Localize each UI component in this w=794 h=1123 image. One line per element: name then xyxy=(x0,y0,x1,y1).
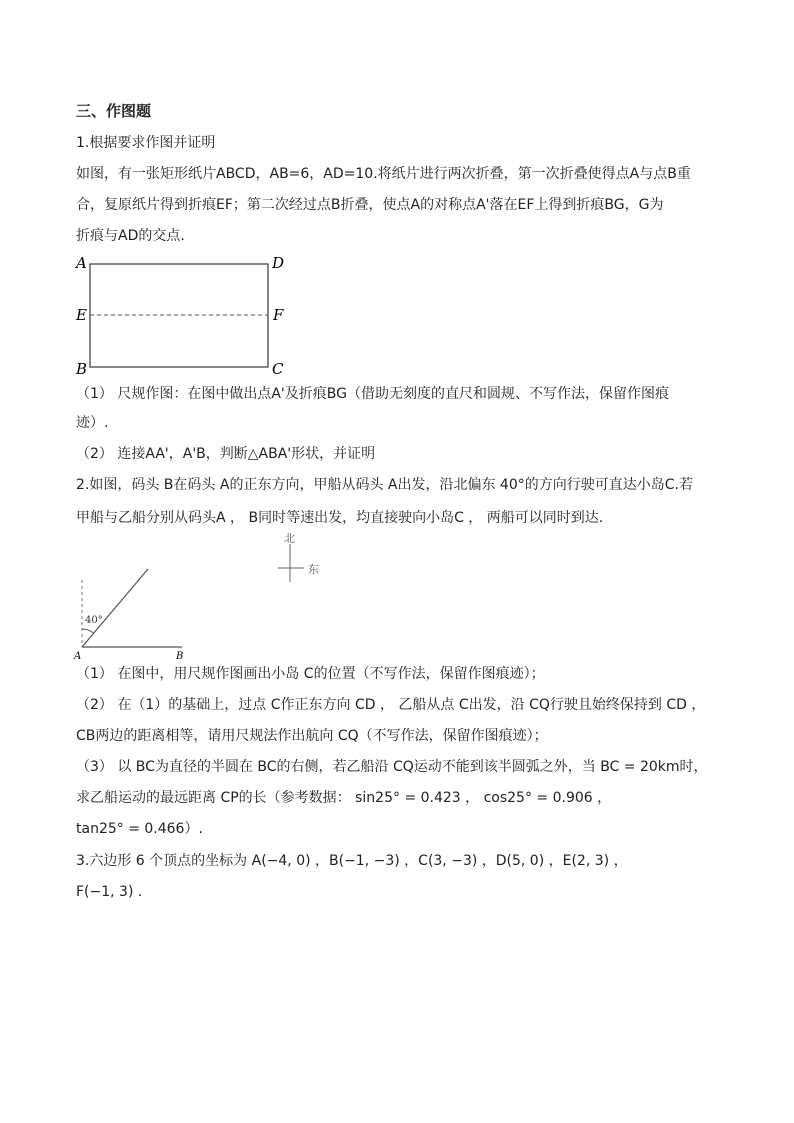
q1-part1-line1: （1） 尺规作图：在图中做出点A'及折痕BG（借助无刻度的直尺和圆规、不写作法，保留作图痕 xyxy=(76,386,669,402)
q2-text-line1: 2.如图，码头 B在码头 A的正东方向，甲船从码头 A出发，沿北偏东 40°的方向行驶可直达小岛C.若 xyxy=(76,477,693,493)
label-c: C xyxy=(272,360,284,378)
label-a: A xyxy=(76,254,87,272)
rectangle-abcd xyxy=(90,264,268,367)
angle-label: 40° xyxy=(85,615,103,626)
q2-part2-line1: （2） 在（1）的基础上，过点 C作正东方向 CD ， 乙船从点 C出发，沿 CQ行驶且始终保持到 CD ， xyxy=(76,697,706,713)
compass-east-label: 东 xyxy=(308,563,319,576)
q1-text-line2: 合，复原纸片得到折痕EF；第二次经过点B折叠，使点A的对称点A'落在EF上得到折痕BG，G为 xyxy=(76,197,664,213)
q2-part3-line3: tan25° = 0.466）. xyxy=(76,821,203,837)
q3-text-line2: F(−1, 3) . xyxy=(76,884,143,900)
q2-part3-line2: 求乙船运动的最远距离 CP的长（参考数据： sin25° = 0.423 ， cos25° = 0.906 ， xyxy=(76,790,612,806)
angle-arc xyxy=(82,629,94,633)
q1-part2: （2） 连接AA'，A'B，判断△ABA'形状，并证明 xyxy=(76,446,376,462)
rectangle-figure xyxy=(70,250,300,380)
compass-figure xyxy=(268,530,338,590)
q1-text-line1: 如图，有一张矩形纸片ABCD，AB=6，AD=10.将纸片进行两次折叠，第一次折叠使得点A与点B重 xyxy=(76,166,691,182)
label-f: F xyxy=(273,306,284,324)
q2-part1: （1） 在图中，用尺规作图画出小岛 C的位置（不写作法，保留作图痕迹）； xyxy=(76,666,545,682)
label-a: A xyxy=(74,651,82,660)
q2-part2-line2: CB两边的距离相等，请用尺规法作出航向 CQ（不写作法，保留作图痕迹）； xyxy=(76,728,548,744)
q3-text-line1: 3.六边形 6 个顶点的坐标为 A(−4, 0) ，B(−1, −3) ，C(3, −3) ，D(5, 0) ，E(2, 3) ， xyxy=(76,853,628,869)
label-b: B xyxy=(76,360,88,378)
bearing-ray xyxy=(82,569,148,647)
compass-north-label: 北 xyxy=(284,532,295,545)
dock-figure xyxy=(72,565,192,660)
section-title: 三、作图题 xyxy=(76,102,152,120)
label-b: B xyxy=(176,651,184,660)
label-d: D xyxy=(272,254,285,272)
q2-text-line2: 甲船与乙船分别从码头A ， B同时等速出发，均直接驶向小岛C ， 两船可以同时到达. xyxy=(76,510,604,526)
q2-part3-line1: （3） 以 BC为直径的半圆在 BC的右侧，若乙船沿 CQ运动不能到该半圆弧之外，当 BC = 20km时， xyxy=(76,759,708,775)
q1-heading: 1.根据要求作图并证明 xyxy=(76,135,216,151)
q1-text-line3: 折痕与AD的交点. xyxy=(76,228,185,244)
q1-part1-line2: 迹）. xyxy=(76,415,109,431)
label-e: E xyxy=(76,306,87,324)
